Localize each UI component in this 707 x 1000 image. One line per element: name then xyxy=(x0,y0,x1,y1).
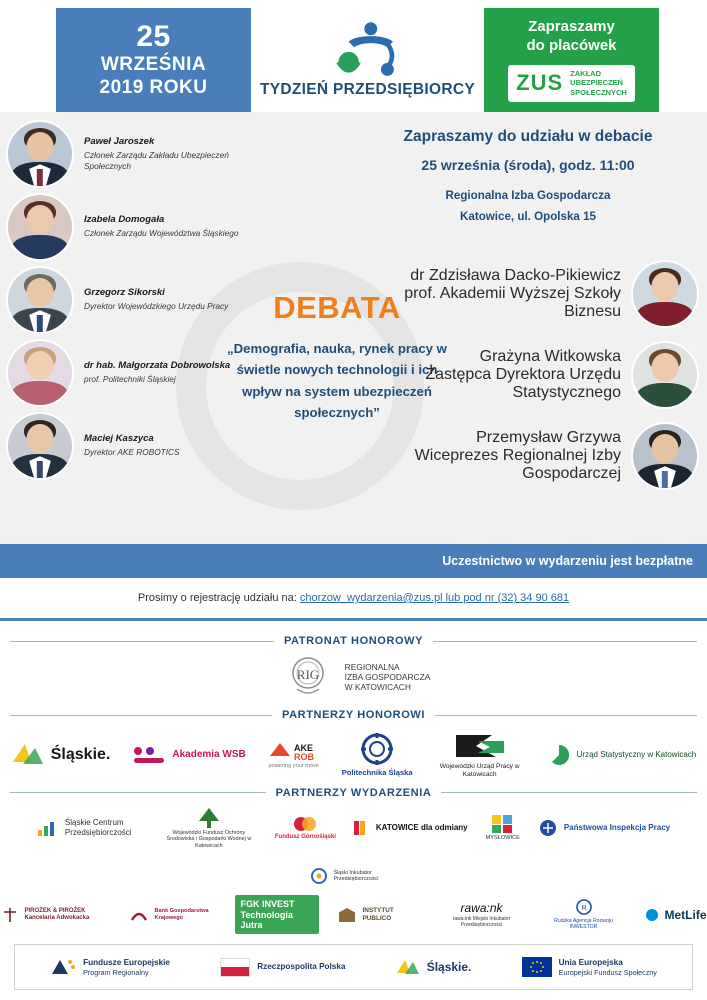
debate-label: DEBATA xyxy=(273,290,401,325)
event-partners-heading xyxy=(0,787,707,799)
slaskie-mark-icon xyxy=(11,740,45,770)
speaker-name: Grzegorz Sikorski xyxy=(84,287,165,299)
free-participation-text: Uczestnictwo w wydarzeniu jest bezpłatne xyxy=(442,554,693,568)
ue-title: Unia Europejska xyxy=(558,957,623,967)
invitation-block xyxy=(363,128,693,223)
myslowice-mark-icon xyxy=(491,814,515,834)
avatar xyxy=(6,266,74,334)
slaskie-mark-icon xyxy=(396,957,420,977)
metlife-mark-icon xyxy=(645,908,659,922)
debate-topic: „Demografia, nauka, rynek pracy w świetle nowych technologii i ich wpływ na system ubezpieczeń społecznych” xyxy=(227,341,447,421)
pip-logo xyxy=(538,819,670,837)
bars-icon xyxy=(37,819,59,837)
rig-name-line-3: W KATOWICACH xyxy=(344,682,411,693)
event-partners-title: PARTNERZY WYDARZENIA xyxy=(275,786,432,799)
wsb-dots-icon xyxy=(132,744,166,766)
speaker-name: Paweł Jaroszek xyxy=(84,135,155,147)
event-partners-row-2 xyxy=(0,895,707,934)
honorary-partners-heading xyxy=(0,709,707,721)
rig-name-line-2: IZBA GOSPODARCZA xyxy=(344,671,431,682)
honorary-partners-title: PARTNERZY HONOROWI xyxy=(282,709,426,721)
speaker-card xyxy=(399,422,699,490)
speaker-name: Izabela Domogała xyxy=(84,214,165,226)
free-participation-bar xyxy=(0,544,707,578)
tree-icon xyxy=(195,807,223,829)
pip-label: Państwowa Inspekcja Pracy xyxy=(563,823,671,833)
zus-invite-line2: do placówek xyxy=(526,37,617,55)
rudzka-agencja-logo xyxy=(541,899,627,930)
speaker-name: Maciej Kaszyca xyxy=(84,433,154,445)
rig-emblem-icon xyxy=(277,653,339,701)
katowice-logo xyxy=(354,819,468,837)
pirozek-logo xyxy=(1,906,111,924)
svg-text:R: R xyxy=(580,905,587,913)
speaker-card xyxy=(6,193,276,261)
bgk-mark-icon xyxy=(129,906,149,924)
instytut-publico-label: INSTYTUT PUBLICO xyxy=(362,907,394,922)
zus-sub-line2: UBEZPIECZEŃ xyxy=(570,78,624,88)
building-icon xyxy=(337,906,357,924)
avatar xyxy=(6,412,74,480)
scp-logo xyxy=(37,818,143,837)
rp-title: Rzeczpospolita Polska xyxy=(257,962,346,972)
rig-logo xyxy=(277,653,431,701)
politechnika-emblem-icon xyxy=(357,733,397,767)
bgk-label: Bank Gospodarstwa Krajowego xyxy=(154,908,209,921)
avatar xyxy=(631,422,699,490)
tydzien-przedsiebiorcy-icon xyxy=(308,21,428,79)
myslowice-logo xyxy=(486,814,520,842)
rawaink-label: rawa:ink Miejski Inkubator Przedsiębiorczości xyxy=(452,916,511,929)
speaker-role: prof. Akademii Wyższej Szkoły Biznesu xyxy=(404,285,621,320)
event-date-day: 25 xyxy=(136,20,171,54)
page-header xyxy=(0,0,707,112)
eu-funding-strip xyxy=(14,944,693,990)
slaskie-logo xyxy=(11,740,111,770)
akademia-wsb-logo xyxy=(132,744,245,766)
pip-emblem-icon xyxy=(538,819,558,837)
event-partners-row-1 xyxy=(0,807,707,885)
myslowice-label: MYSŁOWICE xyxy=(485,835,520,842)
rawaink-logo xyxy=(441,901,523,928)
pirozek-label: PIROŻEK & PIROŻEK Kancelaria Adwokacka xyxy=(24,907,90,921)
slaskie-label: Śląskie. xyxy=(50,745,111,763)
fundusze-europejskie-logo xyxy=(50,956,170,978)
rawaink-wordmark: rawa:nk xyxy=(460,901,503,916)
event-date-month: WRZEŚNIA xyxy=(100,53,207,75)
fgk-invest-logo xyxy=(235,895,319,934)
zus-sub-line3: SPOŁECZNYCH xyxy=(570,88,627,98)
slaskie-footer-title: Śląskie. xyxy=(426,959,472,974)
bgk-logo xyxy=(129,906,217,924)
slaski-inkubator-label: Śląski Inkubator Przedsiębiorczości xyxy=(333,869,379,883)
fe-stars-icon xyxy=(50,956,76,978)
svg-text:RIG: RIG xyxy=(296,667,319,682)
zus-sub-line1: ZAKŁAD xyxy=(570,68,601,78)
polish-flag-icon xyxy=(220,958,250,977)
urzad-statystyczny-logo xyxy=(547,743,697,767)
rar-mark-icon xyxy=(574,899,594,917)
speaker-role: Dyrektor Wojewódzkiego Urzędu Pracy xyxy=(84,301,229,312)
speaker-role: Dyrektor AKE ROBOTICS xyxy=(84,447,180,458)
venue-line-2: Katowice, ul. Opolska 15 xyxy=(460,210,596,223)
slaskie-footer-logo xyxy=(396,957,472,977)
rudzka-agencja-label: Rudzka Agencja Rozwoju INWESTOR xyxy=(554,918,613,931)
katowice-mark-icon xyxy=(354,819,370,837)
registration-contact-link[interactable]: chorzow_wydarzenia@zus.pl lub pod nr (32) 34 90 681 xyxy=(299,592,570,604)
instytut-publico-logo xyxy=(337,906,423,924)
metlife-label: MetLife xyxy=(664,907,707,922)
fundusz-gornoslaski-label: Fundusz Górnośląski xyxy=(274,833,336,840)
speaker-role: Członek Zarządu Województwa Śląskiego xyxy=(84,228,239,239)
scp-label: Śląskie Centrum Przedsiębiorczości xyxy=(64,818,132,838)
speaker-name: dr Zdzisława Dacko-Pikiewicz xyxy=(410,267,621,284)
speaker-role: Członek Zarządu Zakładu Ubezpieczeń Społecznych xyxy=(84,149,229,171)
ake-arrow-icon xyxy=(268,740,320,762)
speakers-right-list xyxy=(399,260,699,503)
svg-text:AKE: AKE xyxy=(293,743,313,754)
urzad-statystyczny-label: Urząd Statystyczny w Katowicach xyxy=(576,749,697,759)
zus-badge xyxy=(508,65,635,102)
speaker-role: Zastępca Dyrektora Urzędu Statystycznego xyxy=(425,366,621,401)
event-date-box xyxy=(56,8,251,112)
politechnika-slaska-label: Politechnika Śląska xyxy=(341,767,413,777)
avatar xyxy=(6,339,74,407)
avatar xyxy=(6,193,74,261)
event-date-year: 2019 ROKU xyxy=(99,76,208,98)
zus-invite-line1: Zapraszamy xyxy=(528,18,615,36)
wup-arrow-icon xyxy=(452,731,508,761)
venue-line-1: Regionalna Izba Gospodarcza xyxy=(445,189,611,202)
event-logo xyxy=(251,8,484,112)
event-logo-title: TYDZIEŃ PRZEDSIĘBIORCY xyxy=(259,81,475,98)
ake-robotics-tagline: powering your move xyxy=(268,763,319,770)
invitation-datetime: 25 września (środa), godz. 11:00 xyxy=(421,157,635,173)
registration-prefix: Prosimy o rejestrację udziału na: xyxy=(137,592,297,604)
fg-mark-icon xyxy=(292,815,318,833)
ue-sub: Europejski Fundusz Społeczny xyxy=(558,967,657,977)
svg-text:ROB: ROB xyxy=(293,752,314,763)
fe-title: Fundusze Europejskie xyxy=(83,957,170,967)
honorary-patron-title: PATRONAT HONOROWY xyxy=(283,635,424,647)
speaker-card xyxy=(6,120,276,188)
zus-logo-box xyxy=(484,8,659,112)
metlife-logo xyxy=(645,908,707,922)
scales-icon xyxy=(1,906,19,924)
fgk-invest-label: FGK INVEST Technologia Jutra xyxy=(235,895,319,934)
zus-wordmark: ZUS xyxy=(516,70,564,96)
invitation-title: Zapraszamy do udziału w debacie xyxy=(403,128,653,145)
rzeczpospolita-polska-logo xyxy=(220,958,345,977)
unia-europejska-logo xyxy=(522,957,657,977)
katowice-label: KATOWICE dla odmiany xyxy=(375,823,468,833)
registration-line xyxy=(0,578,707,618)
avatar xyxy=(631,260,699,328)
slaski-inkubator-logo xyxy=(310,867,398,885)
wup-katowice-logo xyxy=(435,731,525,779)
eu-flag-icon xyxy=(522,957,552,977)
speaker-card xyxy=(399,341,699,409)
wfos-label: Wojewódzki Fundusz Ochrony Środowiska i Gospodarki Wodnej w Katowicach xyxy=(166,829,252,849)
main-panel xyxy=(0,112,707,544)
avatar xyxy=(6,120,74,188)
fundusz-gornoslaski-logo xyxy=(275,815,336,841)
fe-sub: Program Regionalny xyxy=(83,967,149,977)
speaker-role: Wiceprezes Regionalnej Izby Gospodarczej xyxy=(414,447,621,482)
wfos-logo xyxy=(161,807,257,849)
speaker-name: Przemysław Grzywa xyxy=(476,429,621,446)
wup-katowice-label: Wojewódzki Urząd Pracy w Katowicach xyxy=(439,763,520,778)
akademia-wsb-label: Akademia WSB xyxy=(172,749,246,761)
honorary-patron-row xyxy=(0,653,707,701)
politechnika-slaska-logo xyxy=(342,733,413,778)
partners-section xyxy=(0,621,707,990)
avatar xyxy=(631,341,699,409)
speaker-name: dr hab. Małgorzata Dobrowolska xyxy=(84,360,231,372)
speaker-card xyxy=(399,260,699,328)
ake-robotics-logo xyxy=(268,740,320,769)
honorary-patron-heading xyxy=(0,635,707,647)
speaker-name: Grażyna Witkowska xyxy=(479,348,621,365)
rig-name-line-1: REGIONALNA xyxy=(344,661,400,672)
speaker-role: prof. Politechniki Śląskiej xyxy=(84,374,176,385)
inkubator-mark-icon xyxy=(310,867,328,885)
honorary-partners-row xyxy=(0,731,707,779)
statistics-mark-icon xyxy=(547,743,571,767)
